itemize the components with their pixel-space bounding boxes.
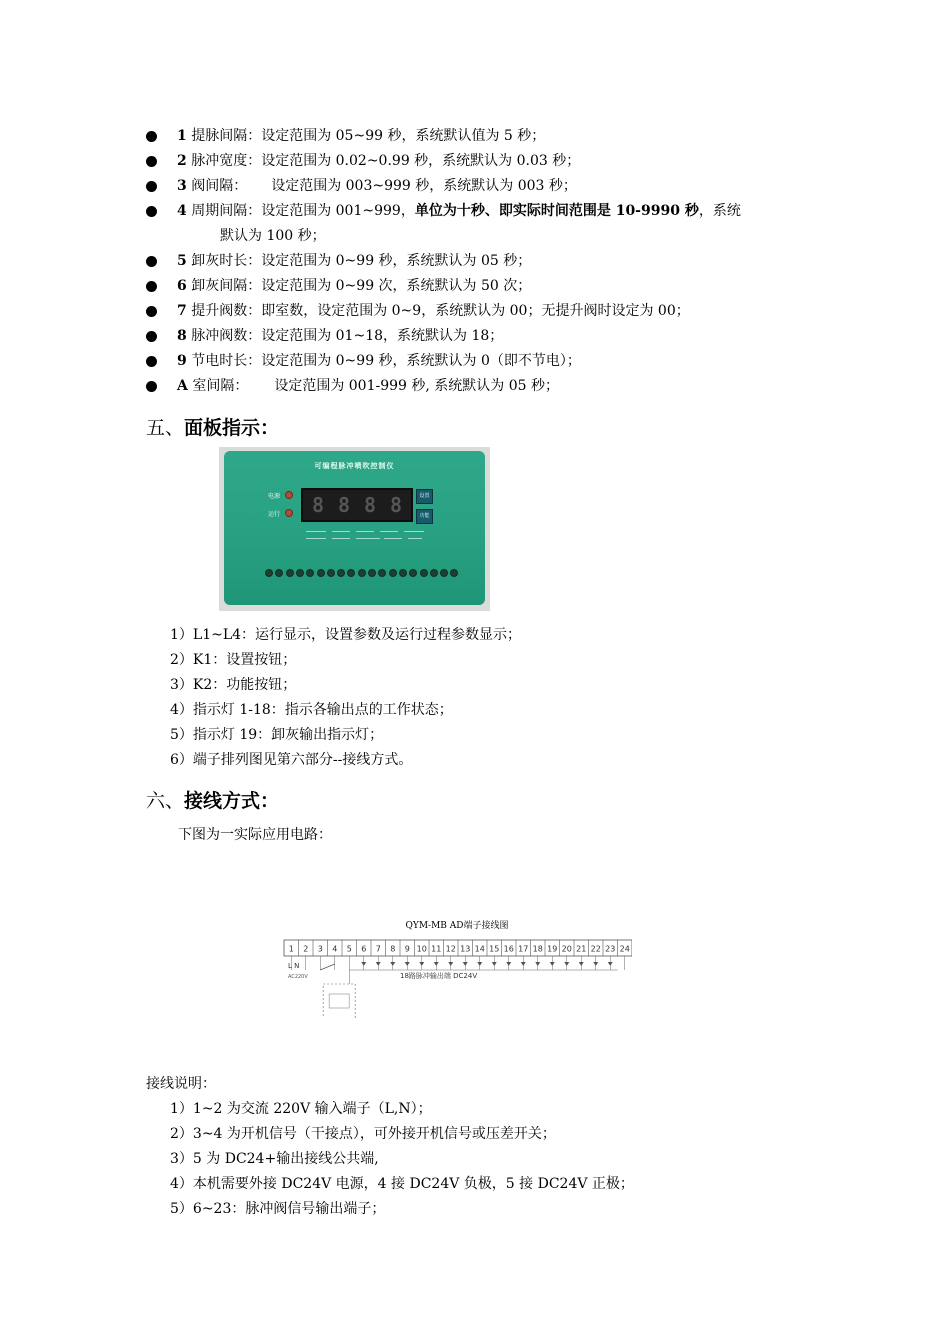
led-display [301, 488, 413, 522]
power-supply-box [323, 984, 355, 1018]
indicator-led-icon [409, 569, 417, 577]
param-item: 6 卸灰间隔：设定范围为 0~99 次，系统默认为 50 次； [146, 274, 826, 299]
diode-icon [608, 962, 613, 966]
terminal-label: 21 [576, 944, 587, 954]
panel-title: 可编程脉冲喷吹控制仪 [314, 461, 395, 470]
switch-icon [320, 964, 335, 970]
diode-icon [390, 962, 395, 966]
terminal-label: 4 [332, 944, 338, 954]
panel-face [224, 451, 485, 605]
panel-note: 4）指示灯 1-18：指示各输出点的工作状态； [170, 702, 453, 718]
terminal-label: 6 [361, 944, 367, 954]
display-digit: 8 [363, 493, 377, 517]
power-label: 电源 [268, 493, 281, 500]
terminal-label: 13 [460, 944, 471, 954]
indicator-led-icon [450, 569, 458, 577]
panel-note: 2）K1：设置按钮； [170, 652, 297, 668]
bullet-icon [146, 381, 157, 392]
wiring-note: 2）3~4 为开机信号（干接点），可外接开机信号或压差开关； [170, 1126, 556, 1142]
wiring-note: 4）本机需要外接 DC24V 电源，4 接 DC24V 负极，5 接 DC24V 正极； [170, 1176, 634, 1192]
k2-function-button: 功能 [416, 509, 433, 524]
indicator-led-icon [430, 569, 438, 577]
bullet-icon [146, 181, 157, 192]
diode-icon [579, 962, 584, 966]
wiring-note: 3）5 为 DC24+输出接线公共端, [170, 1151, 379, 1167]
terminal-label: 16 [503, 944, 514, 954]
wiring-diagram-graphic [282, 918, 632, 1018]
terminal-label: 18 [532, 944, 543, 954]
section-heading-wiring: 六、接线方式： [146, 790, 280, 812]
terminal-label: 24 [619, 944, 630, 954]
terminal-label: 14 [474, 944, 485, 954]
terminal-label: 5 [346, 944, 352, 954]
terminal-label: 10 [416, 944, 427, 954]
terminal-label: 7 [375, 944, 381, 954]
param-item: 8 脉冲阀数：设定范围为 01~18，系统默认为 18； [146, 324, 826, 349]
indicator-led-icon [358, 569, 366, 577]
diode-icon [463, 962, 468, 966]
control-panel-photo [219, 447, 490, 611]
terminal-label: 12 [445, 944, 456, 954]
indicator-led-icon [327, 569, 335, 577]
param-item: 4 周期间隔：设定范围为 001~999，单位为十秒、即实际时间范围是 10-9990 秒，系统 默认为 100 秒； [146, 199, 826, 249]
panel-note: 3）K2：功能按钮； [170, 677, 297, 693]
diode-icon [535, 962, 540, 966]
indicator-led-icon [440, 569, 448, 577]
indicator-led-icon [368, 569, 376, 577]
terminal-wiring-diagram [282, 918, 632, 1018]
power-supply-icon [329, 994, 349, 1008]
diode-icon [376, 962, 381, 966]
section-heading-panel: 五、面板指示： [146, 417, 280, 439]
diode-icon [477, 962, 482, 966]
terminal-label: 2 [303, 944, 309, 954]
terminal-label: 1 [288, 944, 294, 954]
indicator-led-icon [420, 569, 428, 577]
param-item: 9 节电时长：设定范围为 0~99 秒，系统默认为 0（即不节电）； [146, 349, 826, 374]
bullet-icon [146, 281, 157, 292]
indicator-led-icon [347, 569, 355, 577]
diode-icon [361, 962, 366, 966]
bullet-icon [146, 256, 157, 267]
run-led-icon [285, 509, 293, 517]
diode-icon [448, 962, 453, 966]
diode-icon [521, 962, 526, 966]
panel-notes-list [170, 623, 521, 773]
panel-note: 1）L1~L4：运行显示，设置参数及运行过程参数显示； [170, 627, 522, 643]
ln-label: L N [288, 962, 300, 970]
diagram-title: QYM-MB AD端子接线图 [405, 921, 509, 931]
wiring-note: 5）6~23：脉冲阀信号输出端子； [170, 1201, 386, 1217]
bullet-icon [146, 156, 157, 167]
bullet-icon [146, 131, 157, 142]
diode-icon [506, 962, 511, 966]
terminal-label: 22 [590, 944, 601, 954]
terminal-label: 11 [431, 944, 442, 954]
k1-set-button: 设置 [416, 489, 433, 504]
wiring-notes-list [170, 1097, 634, 1222]
terminal-label: 3 [317, 944, 323, 954]
param-item: 2 脉冲宽度：设定范围为 0.02~0.99 秒，系统默认为 0.03 秒； [146, 149, 826, 174]
param-item: 5 卸灰时长：设定范围为 0~99 秒，系统默认为 05 秒； [146, 249, 826, 274]
diode-icon [593, 962, 598, 966]
display-digit: 8 [337, 493, 351, 517]
diode-icon [550, 962, 555, 966]
wiring-heading: 接线说明： [146, 1076, 216, 1092]
ac-label: AC220V [288, 974, 308, 980]
bullet-icon [146, 206, 157, 217]
param-item: 3 阀间隔： 设定范围为 003~999 秒，系统默认为 003 秒； [146, 174, 826, 199]
indicator-led-icon [317, 569, 325, 577]
power-led-icon [285, 491, 293, 499]
diode-icon [434, 962, 439, 966]
diode-icon [564, 962, 569, 966]
terminal-label: 23 [605, 944, 616, 954]
indicator-led-row [265, 569, 475, 577]
parameter-list [146, 124, 826, 399]
indicator-led-icon [378, 569, 386, 577]
bullet-icon [146, 331, 157, 342]
indicator-led-icon [265, 569, 273, 577]
indicator-led-icon [306, 569, 314, 577]
bullet-icon [146, 306, 157, 317]
diagram-intro: 下图为一实际应用电路： [178, 827, 332, 843]
display-digit: 8 [311, 493, 325, 517]
terminal-label: 20 [561, 944, 572, 954]
terminal-label: 19 [547, 944, 558, 954]
terminal-label: 17 [518, 944, 529, 954]
run-label: 运行 [268, 511, 281, 518]
panel-note: 5）指示灯 19：卸灰输出指示灯； [170, 727, 384, 743]
indicator-led-icon [337, 569, 345, 577]
indicator-led-icon [296, 569, 304, 577]
indicator-led-icon [286, 569, 294, 577]
param-item: 7 提升阀数：即室数，设定范围为 0~9，系统默认为 00；无提升阀时设定为 00； [146, 299, 826, 324]
terminal-label: 9 [404, 944, 410, 954]
diode-icon [492, 962, 497, 966]
indicator-led-icon [399, 569, 407, 577]
output-label: 18路脉冲输出端 DC24V [400, 972, 478, 980]
display-digit: 8 [389, 493, 403, 517]
param-item: A 室间隔： 设定范围为 001-999 秒, 系统默认为 05 秒； [146, 374, 826, 399]
bullet-icon [146, 356, 157, 367]
panel-note: 6）端子排列图见第六部分--接线方式。 [170, 752, 413, 768]
terminal-label: 8 [390, 944, 396, 954]
indicator-led-icon [389, 569, 397, 577]
param-item: 1 提脉间隔：设定范围为 05~99 秒，系统默认值为 5 秒； [146, 124, 826, 149]
diode-icon [405, 962, 410, 966]
indicator-led-icon [275, 569, 283, 577]
terminal-label: 15 [489, 944, 500, 954]
diode-icon [419, 962, 424, 966]
wiring-note: 1）1~2 为交流 220V 输入端子（L,N）； [170, 1101, 432, 1117]
